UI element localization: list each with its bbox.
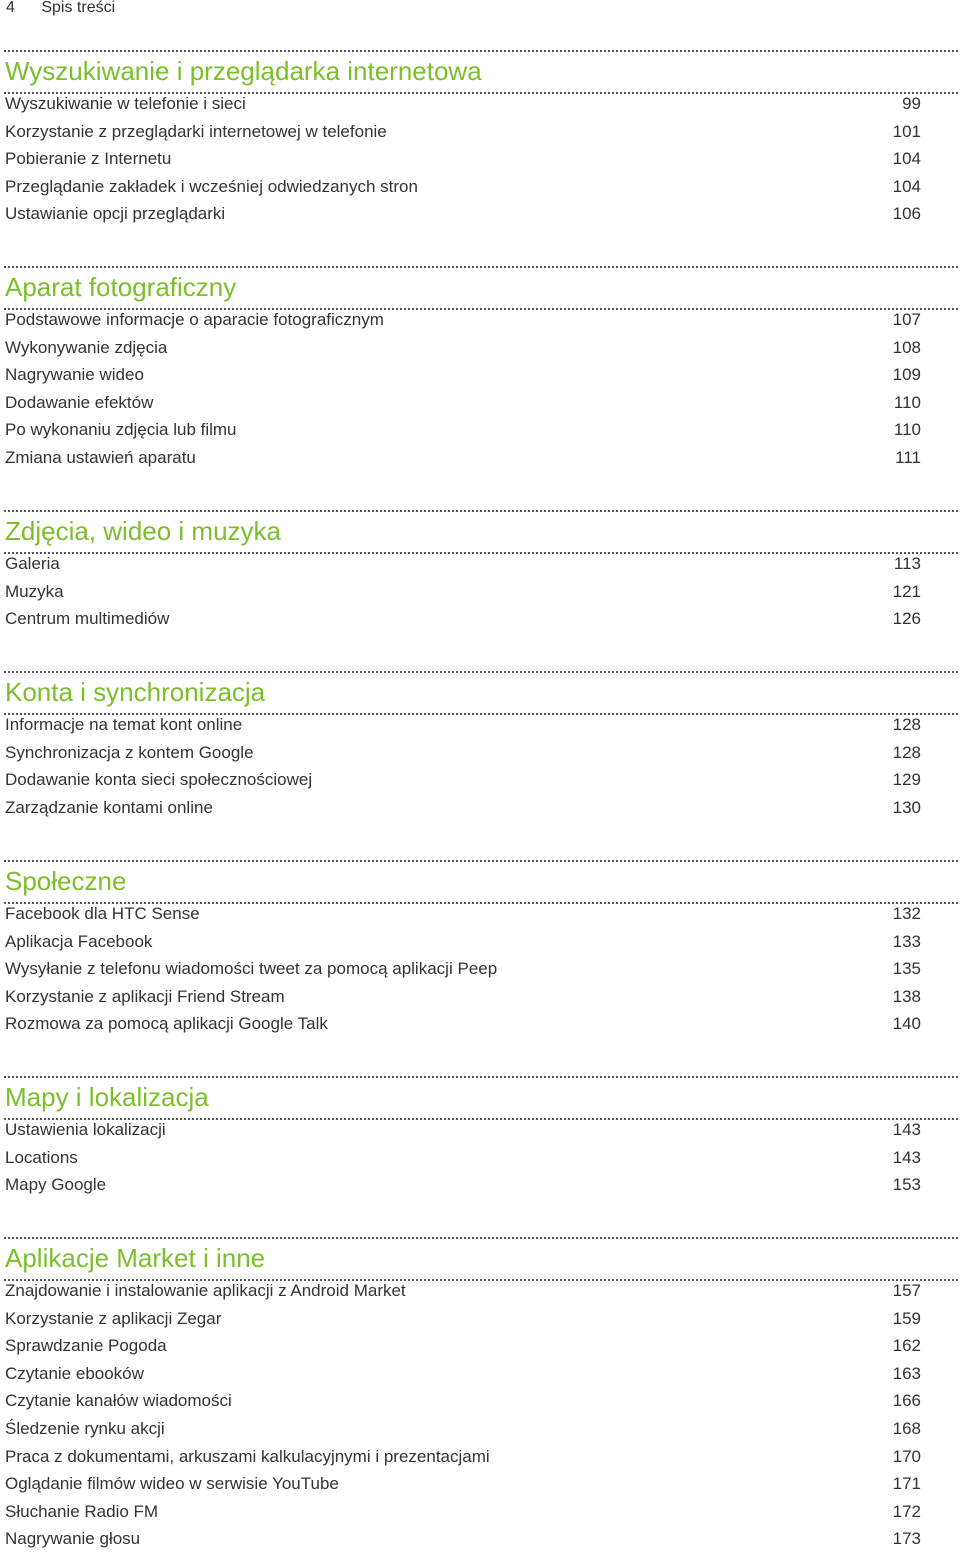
entry-title: Korzystanie z przeglądarki internetowej w telefonie	[5, 121, 387, 141]
entry-page-number: 159	[892, 1308, 921, 1328]
entry-page-number: 171	[892, 1474, 921, 1494]
toc-entry[interactable]	[5, 797, 921, 819]
entry-title: Wyszukiwanie w telefonie i sieci	[5, 94, 246, 113]
entry-page-number: 128	[892, 742, 921, 762]
entry-page-number: 162	[892, 1336, 921, 1356]
toc-entry[interactable]	[5, 447, 921, 469]
toc-entry[interactable]	[5, 1418, 921, 1440]
entry-page-number: 140	[892, 1014, 921, 1034]
entry-page-number: 138	[892, 986, 921, 1006]
toc-entry[interactable]	[5, 608, 921, 630]
section-title[interactable]: Wyszukiwanie i przeglądarka internetowa	[5, 56, 482, 86]
entry-title: Korzystanie z aplikacji Zegar	[5, 1308, 222, 1328]
entry-title: Dodawanie konta sieci społecznościowej	[5, 770, 313, 790]
section-title[interactable]: Zdjęcia, wideo i muzyka	[5, 516, 281, 546]
entry-page-number: 173	[892, 1529, 921, 1549]
entry-title: Sprawdzanie Pogoda	[5, 1336, 167, 1356]
entry-page-number: 143	[892, 1147, 921, 1167]
entry-page-number: 109	[892, 365, 921, 385]
entry-page-number: 110	[893, 420, 921, 440]
entry-page-number: 106	[892, 204, 921, 224]
entry-title: Locations	[5, 1147, 78, 1167]
entry-page-number: 101	[892, 121, 921, 141]
toc-entry[interactable]	[5, 1308, 921, 1330]
page-header	[6, 0, 115, 16]
dotted-divider	[4, 266, 958, 268]
entry-page-number: 135	[892, 959, 921, 979]
dotted-divider	[4, 50, 958, 52]
toc-entry[interactable]	[5, 903, 921, 925]
entry-title: Oglądanie filmów wideo w serwisie YouTube	[5, 1474, 339, 1494]
toc-entry[interactable]	[5, 309, 921, 331]
entry-title: Podstawowe informacje o aparacie fotograficznym	[5, 310, 384, 329]
entry-title: Centrum multimediów	[5, 609, 170, 629]
toc-entry[interactable]	[5, 176, 921, 198]
dotted-divider	[4, 510, 958, 512]
entry-page-number: 113	[893, 554, 921, 573]
toc-entry[interactable]	[5, 581, 921, 603]
entry-title: Ustawianie opcji przeglądarki	[5, 204, 226, 224]
section-title[interactable]: Aplikacje Market i inne	[5, 1243, 266, 1273]
entry-page-number: 143	[892, 1120, 921, 1139]
toc-entry[interactable]	[5, 1501, 921, 1523]
entry-title: Muzyka	[5, 581, 64, 601]
entry-title: Ustawienia lokalizacji	[5, 1120, 166, 1139]
entry-title: Facebook dla HTC Sense	[5, 904, 200, 923]
entry-page-number: 104	[892, 176, 921, 196]
entry-title: Mapy Google	[5, 1175, 107, 1195]
entry-page-number: 153	[892, 1175, 921, 1195]
toc-entry[interactable]	[5, 1473, 921, 1495]
entry-title: Pobieranie z Internetu	[5, 149, 172, 169]
entry-page-number: 132	[892, 904, 921, 923]
toc-entry[interactable]	[5, 958, 921, 980]
entry-title: Czytanie kanałów wiadomości	[5, 1391, 232, 1411]
page-number: 4	[6, 0, 15, 16]
entry-title: Przeglądanie zakładek i wcześniej odwiedzanych stron	[5, 176, 418, 196]
toc-entry[interactable]	[5, 1147, 921, 1169]
toc-entry[interactable]	[5, 1119, 921, 1141]
entry-page-number: 104	[892, 149, 921, 169]
entry-page-number: 108	[892, 337, 921, 357]
dotted-divider	[4, 860, 958, 862]
section-title[interactable]: Społeczne	[5, 866, 127, 896]
entry-page-number: 110	[893, 392, 921, 412]
dotted-divider	[4, 1237, 958, 1239]
toc-entry[interactable]	[5, 364, 921, 386]
toc-entry[interactable]	[5, 931, 921, 953]
entry-title: Aplikacja Facebook	[5, 931, 153, 951]
entry-page-number: 130	[892, 797, 921, 817]
entry-page-number: 170	[892, 1446, 921, 1466]
entry-title: Zarządzanie kontami online	[5, 797, 213, 817]
entry-title: Słuchanie Radio FM	[5, 1501, 159, 1521]
toc-entry[interactable]	[5, 337, 921, 359]
section-title[interactable]: Konta i synchronizacja	[5, 677, 266, 707]
entry-title: Śledzenie rynku akcji	[5, 1419, 165, 1438]
toc-entry[interactable]	[5, 93, 921, 115]
entry-title: Znajdowanie i instalowanie aplikacji z Android Market	[5, 1281, 406, 1300]
toc-entry[interactable]	[5, 986, 921, 1008]
toc-entry[interactable]	[5, 553, 921, 575]
section-title[interactable]: Aparat fotograficzny	[5, 272, 237, 302]
dotted-divider	[4, 1076, 958, 1078]
entry-title: Praca z dokumentami, arkuszami kalkulacyjnymi i prezentacjami	[5, 1446, 490, 1466]
toc-entry[interactable]	[5, 1363, 921, 1385]
entry-page-number: 168	[892, 1419, 921, 1438]
toc-entry[interactable]	[5, 714, 921, 736]
toc-entry[interactable]	[5, 392, 921, 414]
toc-entry[interactable]	[5, 742, 921, 764]
entry-page-number: 157	[892, 1281, 921, 1300]
entry-title: Zmiana ustawień aparatu	[5, 448, 196, 467]
toc-entry[interactable]	[5, 1013, 921, 1035]
toc-entry[interactable]	[5, 1280, 921, 1302]
entry-page-number: 172	[892, 1501, 921, 1521]
entry-title: Po wykonaniu zdjęcia lub filmu	[5, 420, 237, 440]
toc-entry[interactable]	[5, 1446, 921, 1468]
running-title: Spis treści	[41, 0, 116, 16]
toc-entry[interactable]	[5, 121, 921, 143]
toc-entry[interactable]	[5, 148, 921, 170]
dotted-divider	[4, 671, 958, 673]
toc-entry[interactable]	[5, 1174, 921, 1196]
entry-page-number: 163	[892, 1363, 921, 1383]
entry-title: Galeria	[5, 554, 60, 573]
entry-page-number: 99	[902, 94, 921, 113]
entry-page-number: 128	[892, 715, 921, 734]
entry-page-number: 129	[892, 770, 921, 790]
entry-title: Dodawanie efektów	[5, 392, 154, 412]
entry-title: Informacje na temat kont online	[5, 715, 243, 734]
entry-page-number: 133	[892, 931, 921, 951]
entry-title: Rozmowa za pomocą aplikacji Google Talk	[5, 1014, 328, 1034]
entry-title: Wykonywanie zdjęcia	[5, 337, 168, 357]
entry-title: Nagrywanie wideo	[5, 365, 144, 385]
entry-title: Synchronizacja z kontem Google	[5, 742, 254, 762]
entry-page-number: 121	[892, 581, 921, 601]
entry-page-number: 111	[895, 448, 921, 467]
entry-title: Nagrywanie głosu	[5, 1529, 141, 1549]
entry-page-number: 107	[892, 310, 921, 329]
entry-page-number: 126	[892, 609, 921, 629]
entry-title: Korzystanie z aplikacji Friend Stream	[5, 986, 285, 1006]
entry-title: Czytanie ebooków	[5, 1363, 144, 1383]
toc-entry[interactable]	[5, 1528, 921, 1550]
toc-entry[interactable]	[5, 419, 921, 441]
entry-page-number: 166	[892, 1391, 921, 1411]
toc-entry[interactable]	[5, 769, 921, 791]
entry-title: Wysyłanie z telefonu wiadomości tweet za pomocą aplikacji Peep	[5, 959, 498, 979]
section-title[interactable]: Mapy i lokalizacja	[5, 1082, 209, 1112]
toc-entry[interactable]	[5, 1390, 921, 1412]
toc-entry[interactable]	[5, 1335, 921, 1357]
toc-entry[interactable]	[5, 203, 921, 225]
